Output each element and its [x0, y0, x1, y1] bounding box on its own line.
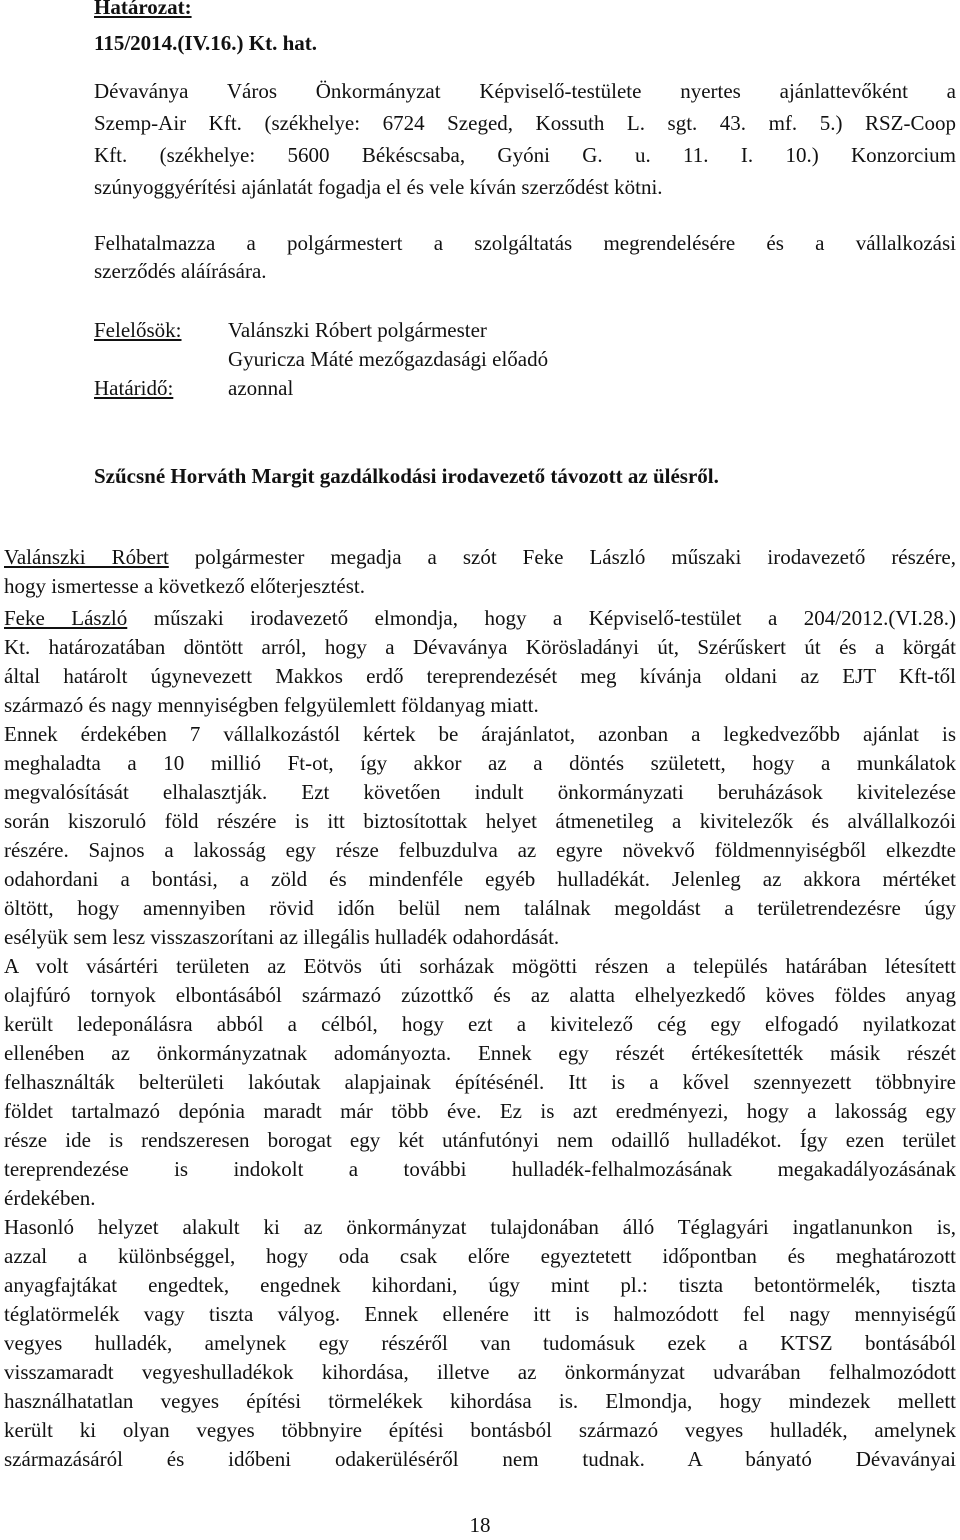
minutes-line: Kt. határozatában döntött arról, hogy a Dévaványa Körösladányi út, Szérűskert út és a körgát: [4, 635, 956, 659]
resolution-paragraph-line: Dévaványa Város Önkormányzat Képviselő-testülete nyertes ajánlattevőként a: [94, 79, 956, 103]
minutes-line: során kiszoruló föld részére is itt biztosítottak helyet átmenetileg a kivitelezők és alvállalkozói: [4, 809, 956, 833]
minutes-line: [4, 542, 956, 572]
minutes-line: részére. Sajnos a lakosság egy része felbuzdulva az egyre növekvő földmennyiségből elkezdte: [4, 838, 956, 862]
minutes-line: [4, 603, 956, 633]
minutes-line: téglatörmelék vagy tiszta vályog. Ennek ellenére itt is halmozódott fel nagy mennyiségű: [4, 1302, 956, 1326]
resolution-label: Határozat:: [94, 0, 192, 19]
minutes-line: által határolt úgynevezett Makkos erdő tereprendezését meg kívánja oldani az EJT Kft-től: [4, 664, 956, 688]
minutes-line: része ide is rendszeresen borogat egy két utánfutónyi nem odaillő hulladékot. Így ezen terület: [4, 1128, 956, 1152]
authorization-line: Felhatalmazza a polgármestert a szolgáltatás megrendelésére és a vállalkozási: [94, 231, 956, 255]
minutes-line: tereprendezése is indokolt a további hulladék-felhalmozásának megakadályozásának: [4, 1157, 956, 1181]
minutes-text: műszaki irodavezető elmondja, hogy a Képviselő-testület a 204/2012.(VI.28.): [127, 606, 956, 630]
minutes-line: A volt vásártéri területen az Eötvös úti sorházak mögötti részen a település határában létesített: [4, 954, 956, 978]
minutes-line: öltött, hogy amennyiben rövid időn belül nem találnak megoldást a területrendezésre úgy: [4, 896, 956, 920]
minutes-line: került ki olyan vegyes többnyire építési bontásból származó vegyes hulladék, amelynek: [4, 1418, 956, 1442]
minutes-line: vegyes hulladék, amelynek egy részéről van tudomásuk ezek a KTSZ bontásából: [4, 1331, 956, 1355]
minutes-line: olajfúró tornyok elbontásából származó zúzottkő és az alatta elhelyezkedő köves földes anyag: [4, 983, 956, 1007]
responsible-person: Valánszki Róbert polgármester: [228, 318, 487, 342]
minutes-line: felhasználták belterületi lakóutak alapjainak építésénél. Itt is a kővel szennyezett többnyire: [4, 1070, 956, 1094]
minutes-line: anyagfajtákat engedtek, engednek kihordani, úgy mint pl.: tiszta betontörmelék, tiszta: [4, 1273, 956, 1297]
minutes-line: odahordani a bontási, a zöld és mindenféle egyéb hulladékát. Jelenleg az akkora mértéket: [4, 867, 956, 891]
speaker-name: Feke László: [4, 606, 128, 630]
deadline-label: Határidő:: [94, 376, 174, 400]
minutes-line: hogy ismertesse a következő előterjesztést.: [4, 574, 365, 598]
authorization-line: szerződés aláírására.: [94, 259, 267, 283]
minutes-line: ellenében az önkormányzatnak adományozta. Ennek egy részét értékesítették másik részét: [4, 1041, 956, 1065]
resolution-paragraph-line: Szemp-Air Kft. (székhelye: 6724 Szeged, Kossuth L. sgt. 43. mf. 5.) RSZ-Coop: [94, 111, 956, 135]
minutes-line: került ledeponálásra abból a célból, hogy ezt a kivitelező cég egy elfogadó nyilatkozat: [4, 1012, 956, 1036]
responsible-label: Felelősök:: [94, 318, 182, 342]
minutes-line: visszamaradt vegyeshulladékok kihordása, illetve az önkormányzat udvarában felhalmozódott: [4, 1360, 956, 1384]
departure-note: Szűcsné Horváth Margit gazdálkodási irodavezető távozott az ülésről.: [94, 464, 719, 488]
minutes-text: polgármester megadja a szót Feke László műszaki irodavezető részére,: [168, 545, 957, 569]
minutes-line: származásáról és időbeni odakerüléséről nem tudnak. A bányató Dévaványai: [4, 1447, 956, 1471]
minutes-line: Ennek érdekében 7 vállalkozástól kértek be árajánlatot, azonban a legkedvezőbb ajánlat is: [4, 722, 956, 746]
minutes-line: meghaladta a 10 millió Ft-ot, így akkor az a döntés született, hogy a munkálatok: [4, 751, 956, 775]
page-number: 18: [469, 1513, 491, 1537]
resolution-paragraph-line: szúnyoggyérítési ajánlatát fogadja el és vele kíván szerződést kötni.: [94, 175, 663, 199]
minutes-line: azzal a különbséggel, hogy oda csak előre egyeztetett időpontban és meghatározott: [4, 1244, 956, 1268]
resolution-number: 115/2014.(IV.16.) Kt. hat.: [94, 31, 318, 55]
minutes-line: megvalósítását elhalasztják. Ezt követően indult önkormányzati beruházások kivitelezése: [4, 780, 956, 804]
minutes-line: származó és nagy mennyiségben felgyülemlett földanyag miatt.: [4, 693, 539, 717]
minutes-line: Hasonló helyzet alakult ki az önkormányzat tulajdonában álló Téglagyári ingatlanunkon is,: [4, 1215, 956, 1239]
speaker-name: Valánszki Róbert: [4, 545, 169, 569]
responsible-person: Gyuricza Máté mezőgazdasági előadó: [228, 347, 549, 371]
deadline-value: azonnal: [228, 376, 294, 400]
minutes-line: esélyük sem lesz visszaszorítani az illegális hulladék odahordását.: [4, 925, 560, 949]
minutes-line: használhatatlan vegyes építési törmelékek kihordása is. Elmondja, hogy mindezek mellett: [4, 1389, 956, 1413]
minutes-line: földet tartalmazó depónia maradt már több éve. Ez is azt eredményezi, hogy a lakosság egy: [4, 1099, 956, 1123]
resolution-paragraph-line: Kft. (székhelye: 5600 Békéscsaba, Gyóni G. u. 11. I. 10.) Konzorcium: [94, 143, 956, 167]
minutes-line: érdekében.: [4, 1186, 96, 1210]
